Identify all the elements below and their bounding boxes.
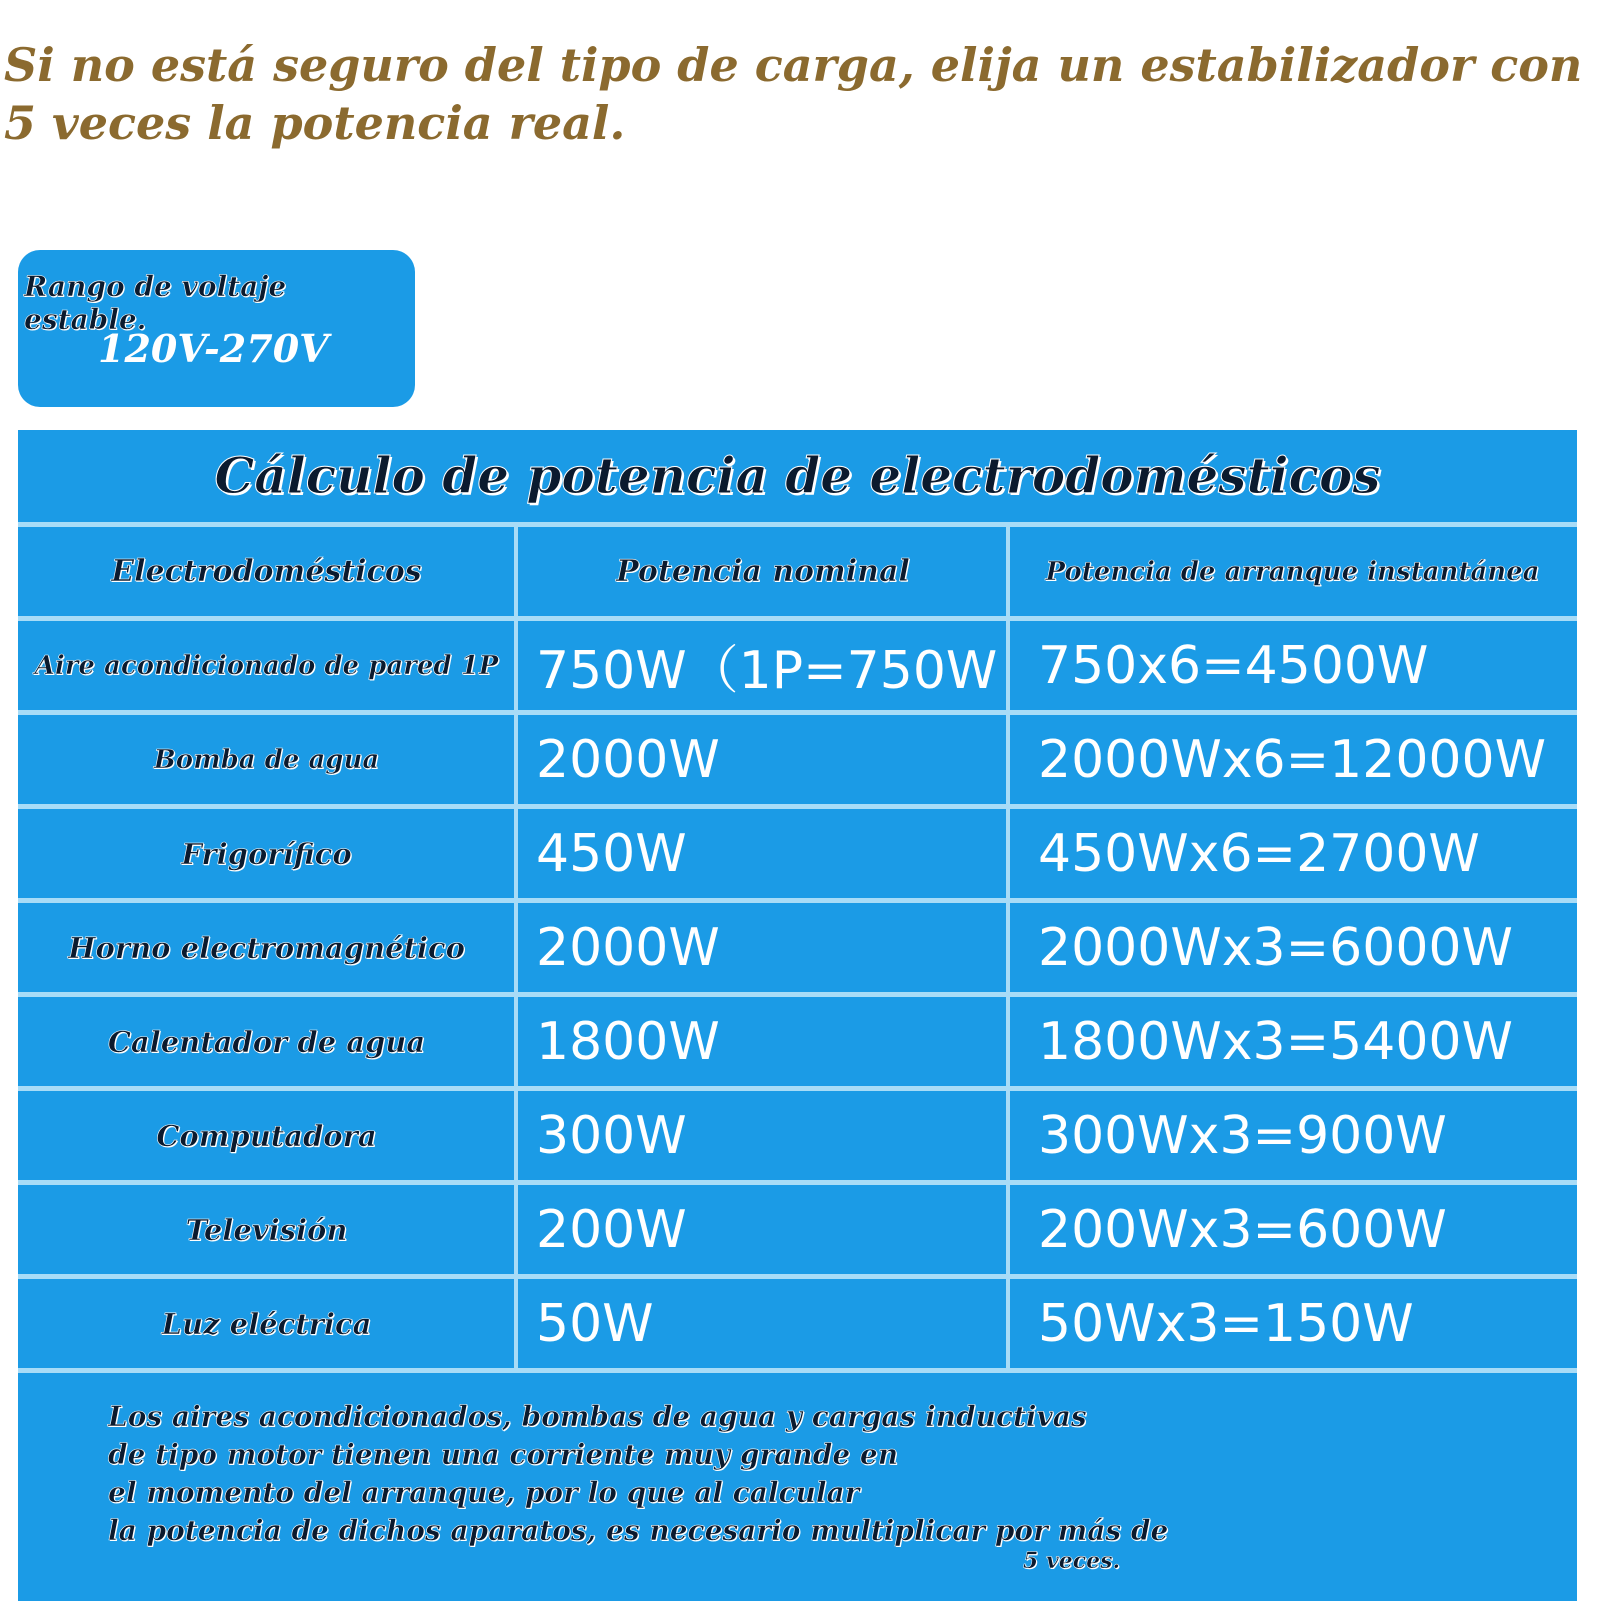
appliance-name: Computadora	[156, 1118, 377, 1153]
headline: Si no está seguro del tipo de carga, elija un estabilizador con 5 veces la potencia real.	[4, 38, 1583, 150]
rated-power: 750W（1P=750W	[536, 641, 998, 701]
appliance-name: Frigorífico	[181, 836, 352, 871]
rated-power: 1800W	[536, 1011, 720, 1072]
appliance-name: Bomba de agua	[153, 744, 380, 775]
starting-power: 50Wx3=150W	[1038, 1293, 1414, 1354]
voltage-range-badge	[18, 250, 415, 407]
rated-power: 50W	[536, 1293, 654, 1354]
rated-power: 300W	[536, 1105, 687, 1166]
voltage-range-value: 120V-270V	[98, 326, 329, 371]
starting-power: 750x6=4500W	[1038, 635, 1429, 696]
appliance-name: Calentador de agua	[107, 1024, 426, 1059]
starting-power: 200Wx3=600W	[1038, 1199, 1447, 1260]
rated-power: 200W	[536, 1199, 687, 1260]
starting-power: 2000Wx6=12000W	[1038, 729, 1547, 790]
starting-power: 1800Wx3=5400W	[1038, 1011, 1513, 1072]
column-header-appliance: Electrodomésticos	[111, 554, 422, 589]
footnote-line: de tipo motor tienen una corriente muy grande en	[108, 1438, 899, 1471]
appliance-name: Horno electromagnético	[68, 930, 465, 965]
table-row	[18, 621, 1577, 710]
grid-line	[18, 1368, 1577, 1373]
footnote-line: Los aires acondicionados, bombas de agua y cargas inductivas	[108, 1400, 1087, 1433]
rated-power: 450W	[536, 823, 687, 884]
column-header-starting-power: Potencia de arranque instantánea	[1045, 556, 1540, 587]
table-row	[18, 1185, 1577, 1274]
table-row	[18, 809, 1577, 898]
rated-power: 2000W	[536, 917, 720, 978]
power-table	[18, 430, 1577, 1601]
footnote-tail: 5 veces.	[1023, 1548, 1121, 1574]
table-header-row	[18, 527, 1577, 616]
footnote-line: la potencia de dichos aparatos, es necesario multiplicar por más de	[108, 1514, 1169, 1547]
appliance-name: Luz eléctrica	[161, 1306, 372, 1341]
table-row	[18, 903, 1577, 992]
footnote	[108, 1398, 1308, 1550]
starting-power: 300Wx3=900W	[1038, 1105, 1447, 1166]
table-row	[18, 997, 1577, 1086]
rated-power: 2000W	[536, 729, 720, 790]
table-title: Cálculo de potencia de electrodomésticos	[214, 446, 1381, 505]
appliance-name: Aire acondicionado de pared 1P	[34, 650, 499, 681]
appliance-name: Televisión	[185, 1212, 348, 1247]
starting-power: 2000Wx3=6000W	[1038, 917, 1513, 978]
table-row	[18, 1279, 1577, 1368]
table-row	[18, 715, 1577, 804]
column-header-rated-power: Potencia nominal	[616, 554, 910, 589]
table-row	[18, 1091, 1577, 1180]
starting-power: 450Wx6=2700W	[1038, 823, 1480, 884]
voltage-range-label: Rango de voltaje estable.	[24, 270, 287, 336]
footnote-line: el momento del arranque, por lo que al calcular	[108, 1476, 860, 1509]
